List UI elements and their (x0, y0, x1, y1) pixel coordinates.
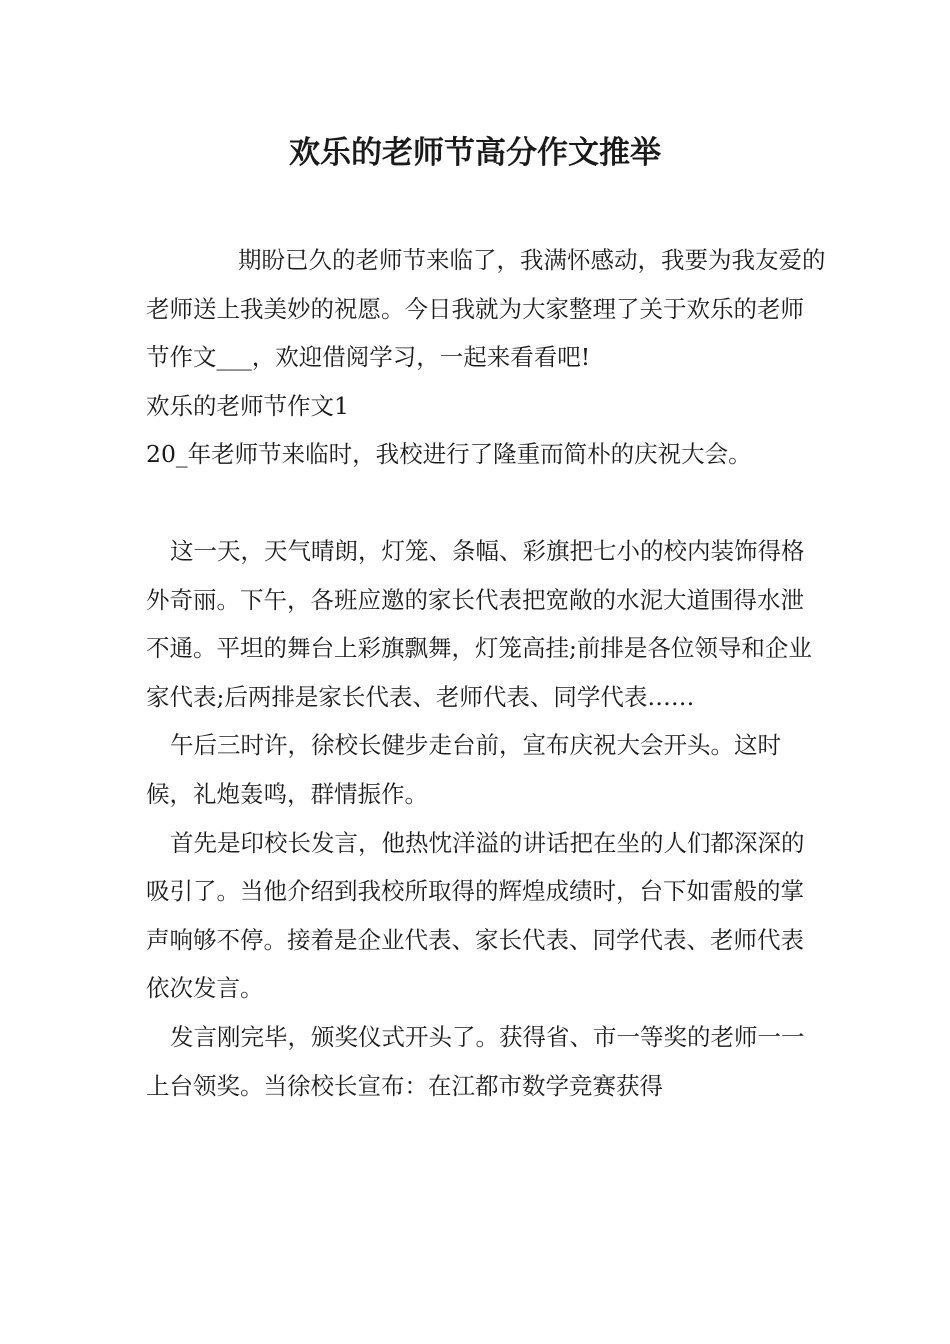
paragraph-gap (146, 479, 826, 527)
paragraph-1: 20_年老师节来临时，我校进行了隆重而简朴的庆祝大会。 (146, 440, 752, 469)
paragraph-3: 午后三时许，徐校长健步走台前，宣布庆祝大会开头。这时候，礼炮轰鸣，群情振作。 (146, 731, 781, 808)
document-body (146, 236, 826, 1110)
section-heading: 欢乐的老师节作文1 (146, 391, 349, 420)
paragraph-5: 发言刚完毕，颁奖仪式开头了。获得省、市一等奖的老师一一上台领奖。当徐校长宣布：在江都市数学竞赛获得 (146, 1022, 805, 1100)
paragraph-4: 首先是印校长发言，他热忱洋溢的讲话把在坐的人们都深深的吸引了。当他介绍到我校所取得的辉煌成绩时，台下如雷般的掌声响够不停。接着是企业代表、家长代表、同学代表、老师代表依次发言。 (146, 828, 805, 1003)
paragraph-2: 这一天，天气晴朗，灯笼、条幅、彩旗把七小的校内装饰得格外奇丽。下午，各班应邀的家长代表把宽敞的水泥大道围得水泄不通。平坦的舞台上彩旗飘舞，灯笼高挂;前排是各位领导和企业家代表;后两排是家长代表、老师代表、同学代表…… (146, 536, 812, 711)
intro-paragraph: 期盼已久的老师节来临了，我满怀感动，我要为我友爱的老师送上我美妙的祝愿。今日我就为大家整理了关于欢乐的老师节作文___，欢迎借阅学习，一起来看看吧! (146, 246, 826, 372)
document-title: 欢乐的老师节高分作文推举 (289, 135, 661, 171)
